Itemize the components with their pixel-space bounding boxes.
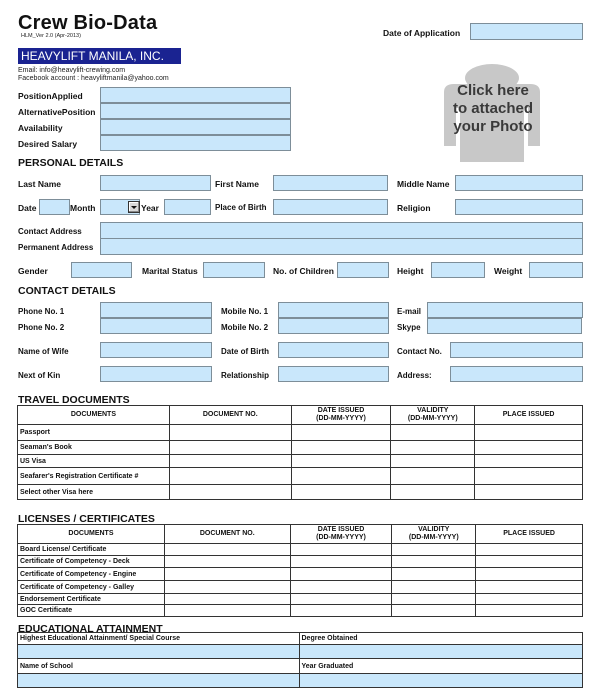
skype-field[interactable] — [427, 318, 582, 334]
mobile2-field[interactable] — [278, 318, 389, 334]
contact-address-label: Contact Address — [18, 227, 82, 236]
kin-address-label: Address: — [397, 371, 432, 380]
last-name-label: Last Name — [18, 179, 61, 189]
year-graduated-label: Year Graduated — [299, 659, 583, 674]
kin-address-field[interactable] — [450, 366, 583, 382]
degree-obtained-field[interactable] — [299, 645, 583, 659]
permanent-address-field[interactable] — [100, 238, 583, 255]
religion-label: Religion — [397, 203, 431, 213]
alternative-position-label: AlternativePosition — [18, 107, 96, 117]
birth-year-field[interactable] — [164, 199, 211, 215]
education-table — [17, 632, 583, 688]
table-row: Seaman's Book — [18, 441, 583, 455]
company-banner: HEAVYLIFT MANILA, INC. — [18, 48, 181, 64]
height-field[interactable] — [431, 262, 485, 278]
availability-label: Availability — [18, 123, 63, 133]
relationship-field[interactable] — [278, 366, 389, 382]
first-name-label: First Name — [215, 179, 259, 189]
gender-label: Gender — [18, 266, 48, 276]
weight-field[interactable] — [529, 262, 583, 278]
table-row: Board License/ Certificate — [18, 544, 583, 556]
birth-date-label: Date — [18, 203, 37, 213]
contact-details-heading: CONTACT DETAILS — [18, 285, 116, 297]
position-applied-field[interactable] — [100, 87, 291, 103]
table-row: US Visa — [18, 455, 583, 468]
phone1-label: Phone No. 1 — [18, 307, 65, 316]
no-of-children-label: No. of Children — [273, 266, 334, 276]
skype-label: Skype — [397, 323, 421, 332]
wife-dob-field[interactable] — [278, 342, 389, 358]
middle-name-field[interactable] — [455, 175, 583, 191]
weight-label: Weight — [494, 266, 523, 276]
last-name-field[interactable] — [100, 175, 211, 191]
table-header-row: DOCUMENTS DOCUMENT NO. DATE ISSUED (DD-MM-YYYY) VALIDITY (DD-MM-YYYY) PLACE ISSUED — [18, 525, 583, 544]
birth-date-field[interactable] — [39, 199, 70, 215]
desired-salary-label: Desired Salary — [18, 139, 78, 149]
permanent-address-label: Permanent Address — [18, 243, 94, 252]
birth-year-label: Year — [141, 203, 159, 213]
wife-name-label: Name of Wife — [18, 347, 69, 356]
wife-name-field[interactable] — [100, 342, 212, 358]
contact-no-field[interactable] — [450, 342, 583, 358]
table-header-row: DOCUMENTS DOCUMENT NO. DATE ISSUED (DD-MM-YYYY) VALIDITY (DD-MM-YYYY) PLACE ISSUED — [18, 406, 583, 425]
licenses-table — [17, 524, 583, 617]
licenses-heading: LICENSES / CERTIFICATES — [18, 513, 155, 525]
date-of-application-label: Date of Application — [383, 28, 461, 38]
travel-documents-table — [17, 405, 583, 500]
table-row: GOC Certificate — [18, 605, 583, 617]
email-field[interactable] — [427, 302, 583, 318]
gender-field[interactable] — [71, 262, 132, 278]
next-of-kin-label: Next of Kin — [18, 371, 61, 380]
next-of-kin-field[interactable] — [100, 366, 212, 382]
table-row: Seafarer's Registration Certificate # — [18, 468, 583, 485]
year-graduated-field[interactable] — [299, 674, 583, 688]
table-row: Passport — [18, 425, 583, 441]
height-label: Height — [397, 266, 424, 276]
table-row: Certificate of Competency - Deck — [18, 556, 583, 568]
relationship-label: Relationship — [221, 371, 270, 380]
religion-field[interactable] — [455, 199, 583, 215]
availability-field[interactable] — [100, 119, 291, 135]
table-row: Certificate of Competency - Galley — [18, 581, 583, 594]
company-facebook: Facebook account : heavyliftmanila@yahoo.com — [18, 75, 169, 82]
page-title: Crew Bio-Data — [18, 12, 158, 34]
mobile2-label: Mobile No. 2 — [221, 323, 269, 332]
version-label: HLM_Ver 2.0 (Apr-2013) — [21, 33, 81, 39]
school-name-label: Name of School — [18, 659, 300, 674]
photo-upload-text[interactable]: Click here to attached your Photo — [452, 82, 533, 135]
position-applied-label: PositionApplied — [18, 91, 83, 101]
place-of-birth-field[interactable] — [273, 199, 388, 215]
desired-salary-field[interactable] — [100, 135, 291, 151]
company-email: Email: info@heavylift-crewing.com — [18, 67, 126, 74]
other-visa-select[interactable]: Select other Visa here — [18, 485, 170, 500]
table-row — [18, 645, 583, 659]
mobile1-field[interactable] — [278, 302, 389, 318]
marital-status-field[interactable] — [203, 262, 265, 278]
first-name-field[interactable] — [273, 175, 388, 191]
highest-attainment-label: Highest Educational Attainment/ Special Course — [18, 633, 300, 645]
table-row: Endorsement Certificate — [18, 594, 583, 605]
highest-attainment-field[interactable] — [18, 645, 300, 659]
table-row — [18, 659, 583, 674]
no-of-children-field[interactable] — [337, 262, 389, 278]
marital-status-label: Marital Status — [142, 266, 198, 276]
phone1-field[interactable] — [100, 302, 212, 318]
table-row: Certificate of Competency - Engine — [18, 568, 583, 581]
alternative-position-field[interactable] — [100, 103, 291, 119]
place-of-birth-label: Place of Birth — [215, 203, 267, 212]
contact-no-label: Contact No. — [397, 347, 442, 356]
table-row[interactable] — [18, 485, 583, 500]
phone2-label: Phone No. 2 — [18, 323, 65, 332]
education-heading: EDUCATIONAL ATTAINMENT — [18, 623, 163, 635]
email-label: E-mail — [397, 307, 422, 316]
table-row — [18, 633, 583, 645]
date-of-application-field[interactable] — [470, 23, 583, 40]
mobile1-label: Mobile No. 1 — [221, 307, 269, 316]
table-row — [18, 674, 583, 688]
phone2-field[interactable] — [100, 318, 212, 334]
contact-address-field[interactable] — [100, 222, 583, 239]
middle-name-label: Middle Name — [397, 179, 450, 189]
personal-details-heading: PERSONAL DETAILS — [18, 157, 124, 169]
travel-documents-heading: TRAVEL DOCUMENTS — [18, 394, 130, 406]
chevron-down-icon[interactable] — [128, 201, 140, 213]
degree-obtained-label: Degree Obtained — [299, 633, 583, 645]
school-name-field[interactable] — [18, 674, 300, 688]
wife-dob-label: Date of Birth — [221, 347, 269, 356]
birth-month-label: Month — [70, 203, 96, 213]
